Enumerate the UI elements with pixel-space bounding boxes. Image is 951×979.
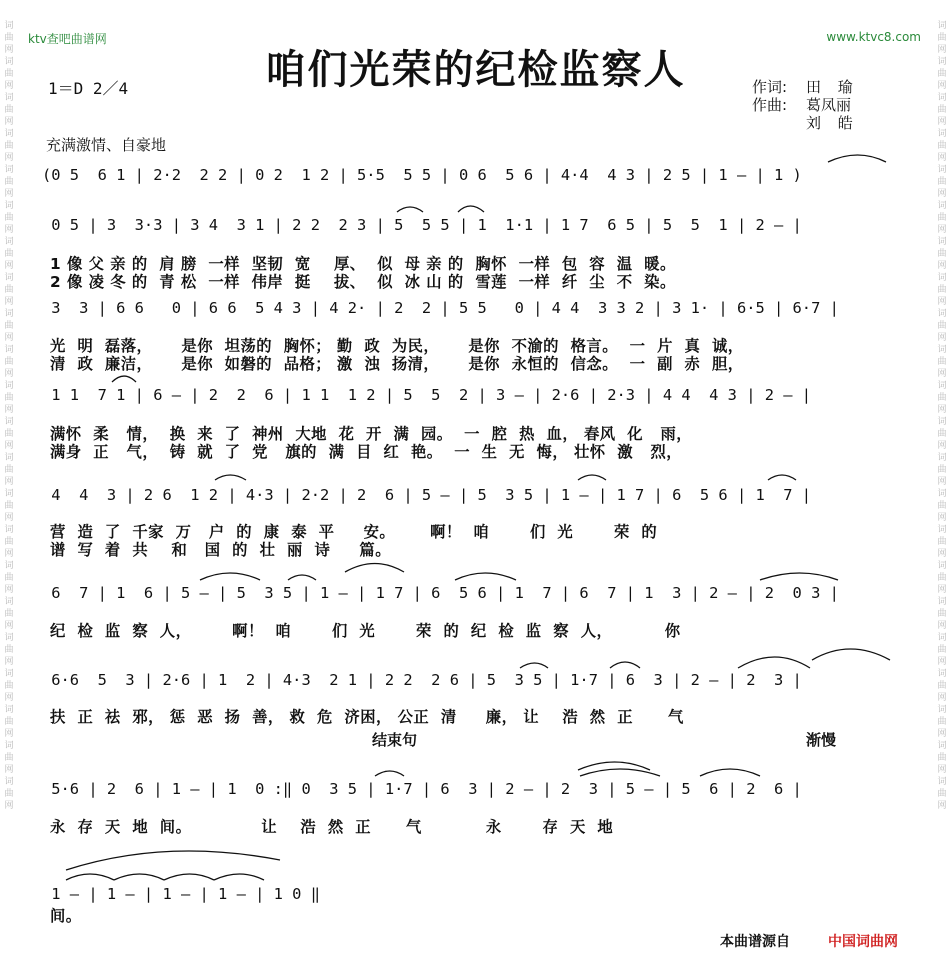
slur-arc (164, 874, 214, 880)
slur-arc (215, 475, 246, 480)
staff-row-3: 3 3 | 6 6 0 | 6 6 5 4 3 | 4 2· | 2 2 | 5 5 0 | 4 4 3 3 2 | 3 1· | 6·5 | 6·7 | (42, 299, 839, 317)
slur-arc (738, 657, 810, 668)
slur-arc (458, 206, 484, 212)
watermark-left: ktv查吧曲谱网 (28, 32, 107, 46)
lyric-row-7: 扶 正 祛 邪， 惩 恶 扬 善， 救 危 济困， 公正 清 廉， 让 浩 然 正 气 (50, 708, 684, 726)
key-signature: 1＝D 2／4 (48, 79, 129, 98)
lyric-row-2-verse-2: 2 像 凌 冬 的 青 松 一样 伟岸 挺 拔、 似 冰 山 的 雪莲 一样 纤 尘 不 染。 (50, 273, 676, 291)
slur-arc (578, 475, 606, 480)
staff-row-8: 5·6 | 2 6 | 1 — | 1 0 :‖ 0 3 5 | 1·7 | 6 3 | 2 — | 2 3 | 5 — | 5 6 | 2 6 | (42, 780, 802, 798)
slur-arc (112, 376, 136, 382)
slur-arc (66, 851, 280, 870)
slur-arc (700, 769, 760, 776)
staff-row-7: 6·6 5 3 | 2·6 | 1 2 | 4·3 2 1 | 2 2 2 6 | 5 3 5 | 1·7 | 6 3 | 2 — | 2 3 | (42, 671, 802, 689)
slur-arc (375, 771, 404, 776)
slur-arc (580, 769, 660, 776)
slur-arc (455, 573, 516, 580)
slur-arc (610, 662, 640, 668)
expression-mark: 充满激情、自豪地 (46, 136, 167, 154)
footer-brand-link[interactable]: 中国词曲网 (828, 934, 898, 950)
slur-arc (768, 475, 796, 480)
slur-arc (114, 874, 164, 880)
lyricist-name: 田 瑜 (806, 78, 859, 96)
lyric-row-8: 永 存 天 地 间。 让 浩 然 正 气 永 存 天 地 (50, 818, 614, 836)
staff-row-6: 6 7 | 1 6 | 5 — | 5 3 5 | 1 — | 1 7 | 6 5 6 | 1 7 | 6 7 | 1 3 | 2 — | 2 0 3 | (42, 584, 839, 602)
lyric-row-9: 间。 (50, 907, 82, 925)
slur-arc (520, 663, 548, 668)
lyric-row-2-verse-1: 1 像 父 亲 的 肩 膀 一样 坚韧 宽 厚、 似 母 亲 的 胸怀 一样 包 容 温 暖。 (50, 255, 676, 273)
slur-arc (288, 575, 316, 580)
staff-row-2: 0 5 | 3 3·3 | 3 4 3 1 | 2 2 2 3 | 5 5 5 | 1 1·1 | 1 7 6 5 | 5 5 1 | 2 — | (42, 216, 802, 234)
slur-arc (760, 573, 838, 580)
lyric-row-3-verse-2: 清 政 廉洁， 是你 如磐的 品格； 激 浊 扬清， 是你 永恒的 信念。 一 副 赤 胆， (50, 355, 744, 373)
composer2-name: 刘 皓 (806, 114, 859, 132)
lyricist-label: 作词: (752, 78, 788, 96)
lyric-row-3-verse-1: 光 明 磊落， 是你 坦荡的 胸怀； 勤 政 为民， 是你 不渝的 格言。 一 片 真 诚， (50, 337, 744, 355)
lyric-row-6: 纪 检 监 察 人， 啊！ 咱 们 光 荣 的 纪 检 监 察 人， 你 (50, 622, 681, 640)
staff-row-9: 1 — | 1 — | 1 — | 1 — | 1 0 ‖ (42, 885, 320, 903)
slur-arc (66, 874, 114, 880)
lyric-row-4-verse-2: 满身 正 气， 铸 就 了 党 旗的 满 目 红 艳。 一 生 无 悔， 壮怀 激 烈， (50, 443, 683, 461)
song-title: 咱们光荣的纪检监察人 (265, 47, 686, 93)
staff-row-1: (0 5 6 1 | 2·2 2 2 | 0 2 1 2 | 5·5 5 5 | 0 6 5 6 | 4·4 4 3 | 2 5 | 1 — | 1 ) (42, 166, 802, 184)
tempo-annotation: 渐慢 (806, 731, 837, 749)
side-watermark-left: 词曲网词曲网词曲网词曲网词曲网词曲网词曲网词曲网词曲网词曲网词曲网词曲网词曲网词曲网词曲网词曲网词曲网词曲网词曲网词曲网词曲网词曲网 (4, 21, 14, 811)
ending-annotation: 结束句 (372, 731, 418, 749)
slur-arc (214, 874, 264, 880)
slur-arc (812, 649, 890, 660)
side-watermark-right: 词曲网词曲网词曲网词曲网词曲网词曲网词曲网词曲网词曲网词曲网词曲网词曲网词曲网词曲网词曲网词曲网词曲网词曲网词曲网词曲网词曲网词曲网 (937, 21, 947, 811)
slur-arc (200, 573, 260, 580)
slur-arc (828, 155, 886, 162)
staff-row-4: 1 1 7 1 | 6 — | 2 2 6 | 1 1 1 2 | 5 5 2 | 3 — | 2·6 | 2·3 | 4 4 4 3 | 2 — | (42, 386, 812, 404)
slur-arc (345, 564, 404, 573)
composer-name: 葛凤丽 (806, 96, 852, 114)
footer-source-label: 本曲谱源自 (720, 934, 790, 950)
staff-row-5: 4 4 3 | 2 6 1 2 | 4·3 | 2·2 | 2 6 | 5 — | 5 3 5 | 1 — | 1 7 | 6 5 6 | 1 7 | (42, 486, 812, 504)
slur-arc (397, 207, 423, 212)
lyric-row-5-verse-1: 营 造 了 千家 万 户 的 康 泰 平 安。 啊！ 咱 们 光 荣 的 (50, 523, 658, 541)
lyric-row-5-verse-2: 谱 写 着 共 和 国 的 壮 丽 诗 篇。 (50, 541, 392, 559)
watermark-right: www.ktvc8.com (826, 30, 921, 44)
lyric-row-4-verse-1: 满怀 柔 情， 换 来 了 神州 大地 花 开 满 园。 一 腔 热 血， 春风 化 雨， (50, 425, 693, 443)
composer-label: 作曲: (752, 96, 788, 114)
